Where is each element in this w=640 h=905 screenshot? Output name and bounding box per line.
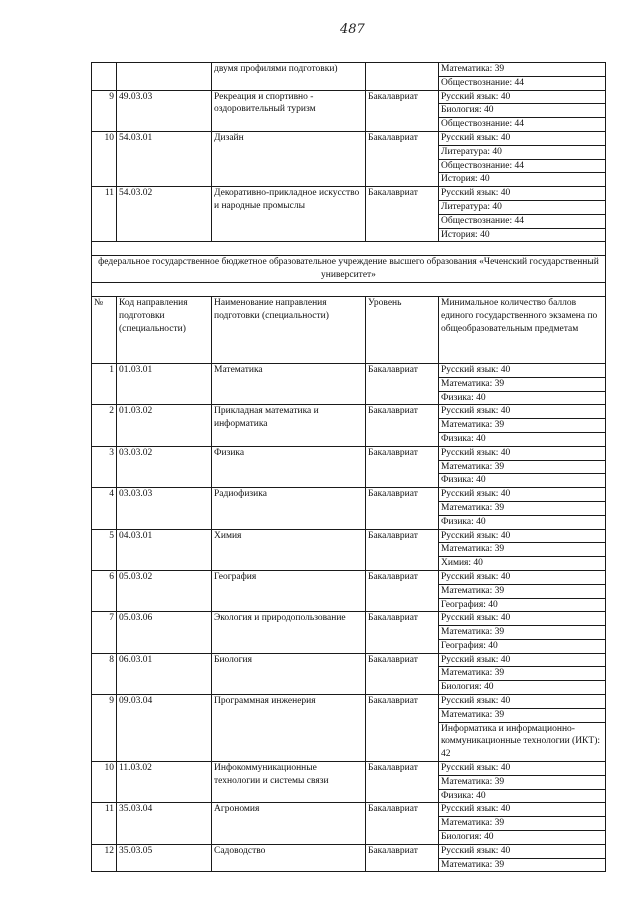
spacer-row — [92, 282, 606, 296]
exam-min-score: Физика: 40 — [439, 391, 606, 405]
header-num: № — [92, 296, 117, 363]
exam-min-score: Математика: 39 — [439, 419, 606, 433]
education-level: Бакалавриат — [366, 653, 439, 694]
exam-min-score: Русский язык: 40 — [439, 612, 606, 626]
education-level: Бакалавриат — [366, 570, 439, 611]
exam-min-score: Биология: 40 — [439, 104, 606, 118]
exam-min-score: Математика: 39 — [439, 460, 606, 474]
admission-table — [91, 62, 606, 872]
exam-min-score: География: 40 — [439, 639, 606, 653]
row-number: 1 — [92, 363, 117, 404]
direction-name: Химия — [212, 529, 366, 570]
row-number: 3 — [92, 446, 117, 487]
exam-min-score: Русский язык: 40 — [439, 488, 606, 502]
direction-name: Дизайн — [212, 131, 366, 186]
row-number: 8 — [92, 653, 117, 694]
exam-min-score: Русский язык: 40 — [439, 570, 606, 584]
row-number: 9 — [92, 90, 117, 131]
row-number: 10 — [92, 762, 117, 803]
exam-min-score: Информатика и информационно-коммуникационные технологии (ИКТ): 42 — [439, 722, 606, 761]
direction-code: 54.03.02 — [117, 187, 212, 242]
direction-code: 54.03.01 — [117, 131, 212, 186]
table-row — [92, 405, 606, 419]
education-level: Бакалавриат — [366, 187, 439, 242]
direction-name: Физика — [212, 446, 366, 487]
table-row — [92, 63, 606, 77]
exam-min-score: Русский язык: 40 — [439, 653, 606, 667]
header-row — [92, 296, 606, 363]
exam-min-score: Русский язык: 40 — [439, 762, 606, 776]
education-level: Бакалавриат — [366, 363, 439, 404]
exam-min-score: Химия: 40 — [439, 557, 606, 571]
education-level: Бакалавриат — [366, 695, 439, 762]
education-level: Бакалавриат — [366, 90, 439, 131]
exam-min-score: Математика: 39 — [439, 775, 606, 789]
education-level: Бакалавриат — [366, 131, 439, 186]
exam-min-score: Русский язык: 40 — [439, 131, 606, 145]
table-row — [92, 131, 606, 145]
education-level: Бакалавриат — [366, 488, 439, 529]
direction-name: Декоративно-прикладное искусство и народные промыслы — [212, 187, 366, 242]
row-number: 10 — [92, 131, 117, 186]
direction-name: Прикладная математика и информатика — [212, 405, 366, 446]
exam-min-score: Русский язык: 40 — [439, 405, 606, 419]
direction-code: 03.03.03 — [117, 488, 212, 529]
direction-code: 35.03.05 — [117, 844, 212, 872]
table-row — [92, 762, 606, 776]
direction-code: 01.03.02 — [117, 405, 212, 446]
exam-min-score: Математика: 39 — [439, 543, 606, 557]
table-row — [92, 695, 606, 709]
exam-min-score: Литература: 40 — [439, 145, 606, 159]
table-row — [92, 570, 606, 584]
spacer-row — [92, 242, 606, 256]
education-level: Бакалавриат — [366, 803, 439, 844]
direction-code: 11.03.02 — [117, 762, 212, 803]
header-code: Код направления подготовки (специальности) — [117, 296, 212, 363]
direction-name: Агрономия — [212, 803, 366, 844]
exam-min-score: Математика: 39 — [439, 858, 606, 872]
exam-min-score: Математика: 39 — [439, 708, 606, 722]
exam-min-score: Математика: 39 — [439, 626, 606, 640]
education-level — [366, 63, 439, 91]
table-row — [92, 529, 606, 543]
exam-min-score: Русский язык: 40 — [439, 90, 606, 104]
exam-min-score: Математика: 39 — [439, 501, 606, 515]
direction-code — [117, 63, 212, 91]
exam-min-score: Математика: 39 — [439, 377, 606, 391]
exam-min-score: Обществознание: 44 — [439, 76, 606, 90]
row-number: 9 — [92, 695, 117, 762]
exam-min-score: Русский язык: 40 — [439, 363, 606, 377]
exam-min-score: Биология: 40 — [439, 681, 606, 695]
exam-min-score: Физика: 40 — [439, 789, 606, 803]
direction-code: 01.03.01 — [117, 363, 212, 404]
row-number: 7 — [92, 612, 117, 653]
direction-code: 09.03.04 — [117, 695, 212, 762]
page-number: 487 — [340, 22, 365, 37]
direction-name: Рекреация и спортивно - оздоровительный туризм — [212, 90, 366, 131]
exam-min-score: Физика: 40 — [439, 432, 606, 446]
exam-min-score: Математика: 39 — [439, 63, 606, 77]
table-row — [92, 844, 606, 858]
row-number: 6 — [92, 570, 117, 611]
exam-min-score: Физика: 40 — [439, 474, 606, 488]
table-row — [92, 446, 606, 460]
direction-code: 04.03.01 — [117, 529, 212, 570]
exam-min-score: Русский язык: 40 — [439, 695, 606, 709]
education-level: Бакалавриат — [366, 844, 439, 872]
direction-name: Биология — [212, 653, 366, 694]
direction-name: Программная инженерия — [212, 695, 366, 762]
exam-min-score: Математика: 39 — [439, 817, 606, 831]
direction-code: 49.03.03 — [117, 90, 212, 131]
education-level: Бакалавриат — [366, 762, 439, 803]
table-row — [92, 90, 606, 104]
header-level: Уровень — [366, 296, 439, 363]
exam-min-score: Обществознание: 44 — [439, 214, 606, 228]
direction-code: 05.03.02 — [117, 570, 212, 611]
direction-name: двумя профилями подготовки) — [212, 63, 366, 91]
education-level: Бакалавриат — [366, 405, 439, 446]
direction-code: 06.03.01 — [117, 653, 212, 694]
table-row — [92, 653, 606, 667]
exam-min-score: Русский язык: 40 — [439, 844, 606, 858]
exam-min-score: Математика: 39 — [439, 667, 606, 681]
row-number: 4 — [92, 488, 117, 529]
direction-code: 03.03.02 — [117, 446, 212, 487]
exam-min-score: Русский язык: 40 — [439, 803, 606, 817]
education-level: Бакалавриат — [366, 446, 439, 487]
exam-min-score: География: 40 — [439, 598, 606, 612]
direction-name: Экология и природопользование — [212, 612, 366, 653]
direction-name: Радиофизика — [212, 488, 366, 529]
exam-min-score: История: 40 — [439, 228, 606, 242]
education-level: Бакалавриат — [366, 529, 439, 570]
table-row — [92, 363, 606, 377]
table-row — [92, 488, 606, 502]
direction-name: География — [212, 570, 366, 611]
direction-code: 05.03.06 — [117, 612, 212, 653]
university-title: федеральное государственное бюджетное образовательное учреждение высшего образования «Чеченский государственный университет» — [92, 256, 606, 283]
table-row — [92, 187, 606, 201]
table-row — [92, 612, 606, 626]
exam-min-score: Русский язык: 40 — [439, 446, 606, 460]
row-number — [92, 63, 117, 91]
direction-name: Инфокоммуникационные технологии и системы связи — [212, 762, 366, 803]
exam-min-score: Русский язык: 40 — [439, 529, 606, 543]
exam-min-score: История: 40 — [439, 173, 606, 187]
exam-min-score: Обществознание: 44 — [439, 159, 606, 173]
direction-name: Математика — [212, 363, 366, 404]
row-number: 11 — [92, 803, 117, 844]
direction-code: 35.03.04 — [117, 803, 212, 844]
header-name: Наименование направления подготовки (специальности) — [212, 296, 366, 363]
exam-min-score: Литература: 40 — [439, 200, 606, 214]
row-number: 5 — [92, 529, 117, 570]
row-number: 11 — [92, 187, 117, 242]
exam-min-score: Физика: 40 — [439, 515, 606, 529]
exam-min-score: Математика: 39 — [439, 584, 606, 598]
row-number: 12 — [92, 844, 117, 872]
education-level: Бакалавриат — [366, 612, 439, 653]
header-exams: Минимальное количество баллов единого государственного экзамена по общеобразовательным предметам — [439, 296, 606, 363]
direction-name: Садоводство — [212, 844, 366, 872]
exam-min-score: Обществознание: 44 — [439, 118, 606, 132]
exam-min-score: Русский язык: 40 — [439, 187, 606, 201]
row-number: 2 — [92, 405, 117, 446]
table-row — [92, 803, 606, 817]
exam-min-score: Биология: 40 — [439, 831, 606, 845]
